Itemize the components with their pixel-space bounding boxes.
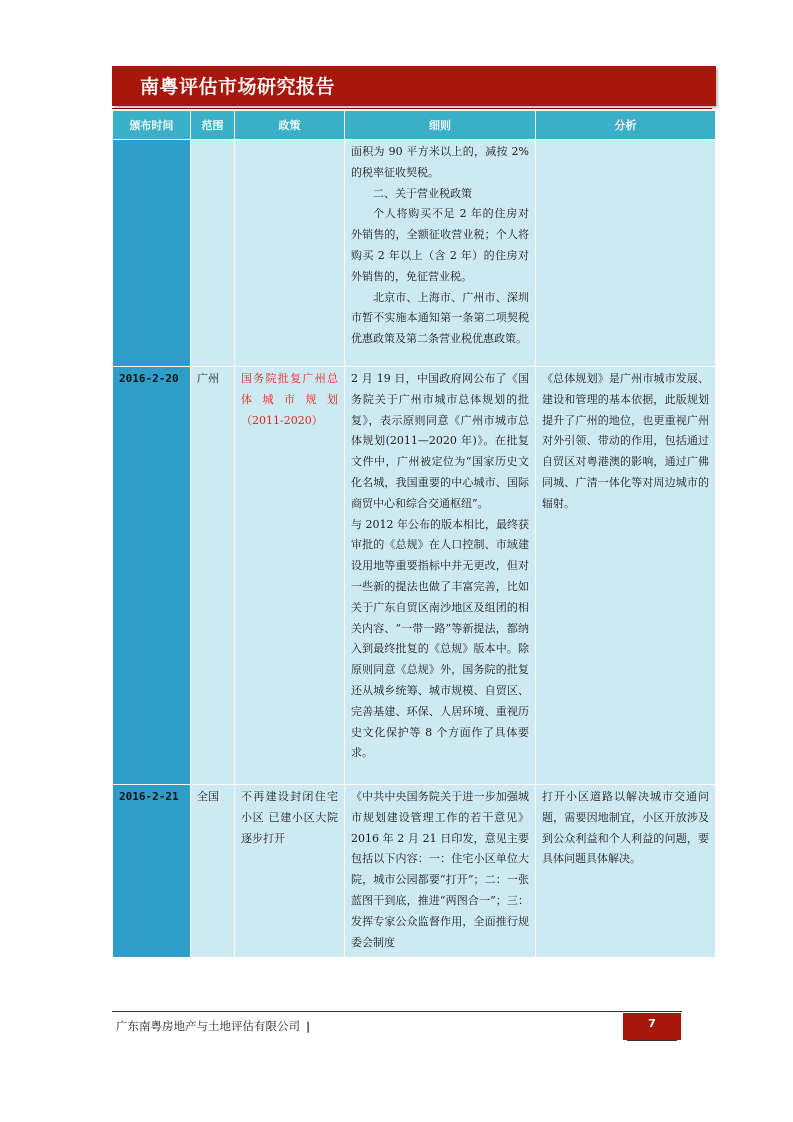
detail-paragraph: 二、关于营业税政策 — [373, 186, 472, 200]
header-divider — [112, 108, 712, 109]
cell-date: 2016-2-21 — [113, 785, 191, 958]
report-title: 南粤评估市场研究报告 — [140, 76, 336, 98]
detail-paragraph: 与 2012 年公布的版本相比，最终获审批的《总规》在人口控制、市域建设用地等重要指标中并无更改，但对一些新的提法也做了丰富完善，比如关于广东自贸区南沙地区及组团的相关内容、“一带一路”等新提法，都纳入到最终批复的《总规》版本中。除原则同意《总规》外，国务院的批复还从城乡统筹、城市规模、自贸区、完善基建、环保、人居环境、重视历史文化保护等 8 个方面作了具体要求。 — [351, 517, 529, 760]
page-number: 7 — [648, 1017, 656, 1030]
col-header-detail: 细则 — [345, 111, 536, 140]
table-row — [113, 367, 716, 785]
cell-scope: 广州 — [191, 367, 235, 785]
cell-policy — [235, 140, 345, 367]
footer-company — [116, 1018, 310, 1034]
cell-policy: 不再建设封闭住宅小区 已建小区大院逐步打开 — [235, 785, 345, 958]
footer-divider — [112, 1011, 682, 1012]
cell-analysis: 《总体规划》是广州市城市发展、建设和管理的基本依据，此版规划提升了广州的地位，也更重视广州对外引领、带动的作用，包括通过自贸区对粤港澳的影响，通过广佛同城、广清一体化等对周边城市的辐射。 — [536, 367, 716, 785]
policy-table — [112, 110, 716, 958]
detail-paragraph: 2 月 19 日，中国政府网公布了《国务院关于广州市城市总体规划的批复》，表示原则同意《广州市城市总体规划(2011—2020 年)》。在批复文件中，广州被定位为“国家历史文化名城，我国重要的中心城市、国际商贸中心和综合交通枢纽”。 — [351, 372, 529, 510]
table-row — [113, 140, 716, 367]
table-header-row — [113, 111, 716, 140]
cell-date: 2016-2-20 — [113, 367, 191, 785]
col-header-date: 颁布时间 — [113, 111, 191, 140]
detail-paragraph: 个人将购买不足 2 年的住房对外销售的，全额征收营业税；个人将购买 2 年以上（含 2 年）的住房对外销售的，免征营业税。 — [351, 207, 529, 283]
col-header-scope: 范围 — [191, 111, 235, 140]
footer-separator: | — [306, 1019, 311, 1033]
cell-policy: 国务院批复广州总体城市规划（2011-2020） — [235, 367, 345, 785]
detail-paragraph: 面积为 90 平方米以上的，减按 2%的税率征收契税。 — [351, 145, 529, 179]
report-header-banner — [112, 66, 716, 106]
col-header-policy: 政策 — [235, 111, 345, 140]
cell-scope: 全国 — [191, 785, 235, 958]
cell-detail — [345, 367, 536, 785]
cell-scope — [191, 140, 235, 367]
cell-detail — [345, 140, 536, 367]
table-row — [113, 785, 716, 958]
detail-paragraph: 北京市、上海市、广州市、深圳市暂不实施本通知第一条第二项契税优惠政策及第二条营业税优惠政策。 — [351, 290, 529, 346]
detail-paragraph: 《中共中央国务院关于进一步加强城市规划建设管理工作的若干意见》2016 年 2 月 21 日印发，意见主要包括以下内容：一：住宅小区单位大院，城市公园都要“打开”；二：一张蓝图干到底，推进“两图合一”；三：发挥专家公众监督作用，全面推行规委会制度 — [351, 790, 529, 949]
page-number-box — [623, 1013, 681, 1040]
cell-detail — [345, 785, 536, 958]
cell-date — [113, 140, 191, 367]
cell-analysis — [536, 140, 716, 367]
company-name: 广东南粤房地产与土地评估有限公司 — [116, 1019, 300, 1033]
col-header-analysis: 分析 — [536, 111, 716, 140]
cell-analysis: 打开小区道路以解决城市交通问题，需要因地制宜，小区开放涉及到公众利益和个人利益的问题，要具体问题具体解决。 — [536, 785, 716, 958]
page-number-underline — [627, 1040, 677, 1041]
